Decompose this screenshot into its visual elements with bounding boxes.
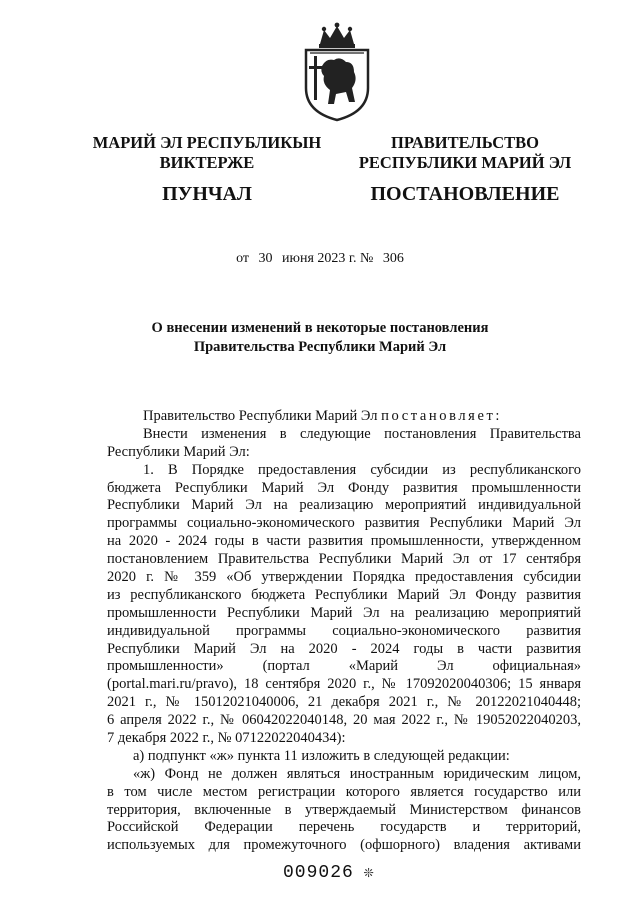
body-line: на 2020 - 2024 годы в части развития промышленности, утвержденном — [107, 533, 581, 550]
body-line: из республиканского бюджета Республики Марий Эл Фонду развития — [107, 586, 581, 603]
snowflake-icon: ❊ — [363, 864, 375, 882]
body-line: Российской Федерации перечень государств и территорий, — [107, 819, 581, 836]
body-line: Республики Марий Эл на 2020 - 2024 годы в части развития — [107, 640, 581, 657]
serial-number-value: 009026 — [283, 863, 354, 883]
header-left-doc-type: ПУНЧАЛ — [162, 183, 252, 205]
body-line: промышленности Республики Марий Эл на реализацию мероприятий — [107, 604, 581, 621]
body-line: Внести изменения в следующие постановления Правительства — [143, 425, 581, 442]
date-day: 30 — [258, 251, 273, 266]
body-line: (portal.mari.ru/pravo), 18 сентября 2020 г., № 17092020040306; 15 января — [107, 676, 581, 693]
body-line: 6 апреля 2022 г., № 06042022040148, 20 мая 2022 г., № 19052022040203, — [107, 712, 581, 729]
header-right-doc-type: ПОСТАНОВЛЕНИЕ — [370, 183, 560, 205]
body-line: промышленности» (портал «Марий Эл официальная» — [107, 658, 581, 675]
document-number: 306 — [382, 251, 404, 266]
body-line: а) подпункт «ж» пункта 11 изложить в следующей редакции: — [133, 747, 510, 764]
body-line: Республики Марий Эл на реализацию мероприятий индивидуальной — [107, 497, 581, 514]
body-line: территория, включенные в утверждаемый Министерством финансов — [107, 801, 581, 818]
header-right-line2: РЕСПУБЛИКИ МАРИЙ ЭЛ — [358, 153, 572, 172]
body-line: программы социально-экономического развития Республики Марий Эл — [107, 515, 581, 532]
title-line1: О внесении изменений в некоторые постановления — [151, 320, 489, 336]
body-line — [107, 408, 581, 426]
document-date-line — [0, 251, 640, 267]
body-text: Правительство Республики Марий Эл — [143, 408, 378, 424]
document-body — [107, 408, 581, 855]
body-line: бюджета Республики Марий Эл Фонду развития промышленности — [107, 479, 581, 496]
header-right — [350, 133, 580, 204]
document-title — [0, 319, 640, 357]
body-line: в том числе местом регистрации которого является государство или — [107, 783, 581, 800]
body-line: используемых для промежуточного (офшорного) владения активами — [107, 837, 581, 854]
coat-of-arms-icon — [300, 22, 374, 122]
date-month-year: июня 2023 г. № — [282, 251, 374, 266]
header-left — [92, 133, 322, 204]
body-line: 7 декабря 2022 г., № 07122022040434): — [107, 730, 346, 747]
header-right-line1: ПРАВИТЕЛЬСТВО — [391, 133, 539, 152]
header-left-line1: МАРИЙ ЭЛ РЕСПУБЛИКЫН — [92, 133, 322, 152]
body-line: 2020 г. № 359 «Об утверждении Порядка предоставления субсидии — [107, 569, 581, 586]
serial-number — [283, 862, 374, 883]
body-line: индивидуальной программы социально-экономического развития — [107, 622, 581, 639]
body-line: постановлением Правительства Республики Марий Эл от 17 сентября — [107, 551, 581, 568]
date-prefix: от — [236, 251, 250, 266]
header-left-line2: ВИКТЕРЖЕ — [159, 153, 255, 172]
body-line: 1. В Порядке предоставления субсидии из республиканского — [143, 461, 581, 478]
body-line: «ж) Фонд не должен являться иностранным юридическим лицом, — [133, 765, 581, 782]
body-text-spaced: постановляет: — [381, 408, 503, 424]
body-line: Республики Марий Эл: — [107, 443, 250, 460]
body-line: 2021 г., № 15012021040006, 21 декабря 2021 г., № 20122021040448; — [107, 694, 581, 711]
title-line2: Правительства Республики Марий Эл — [193, 339, 447, 355]
